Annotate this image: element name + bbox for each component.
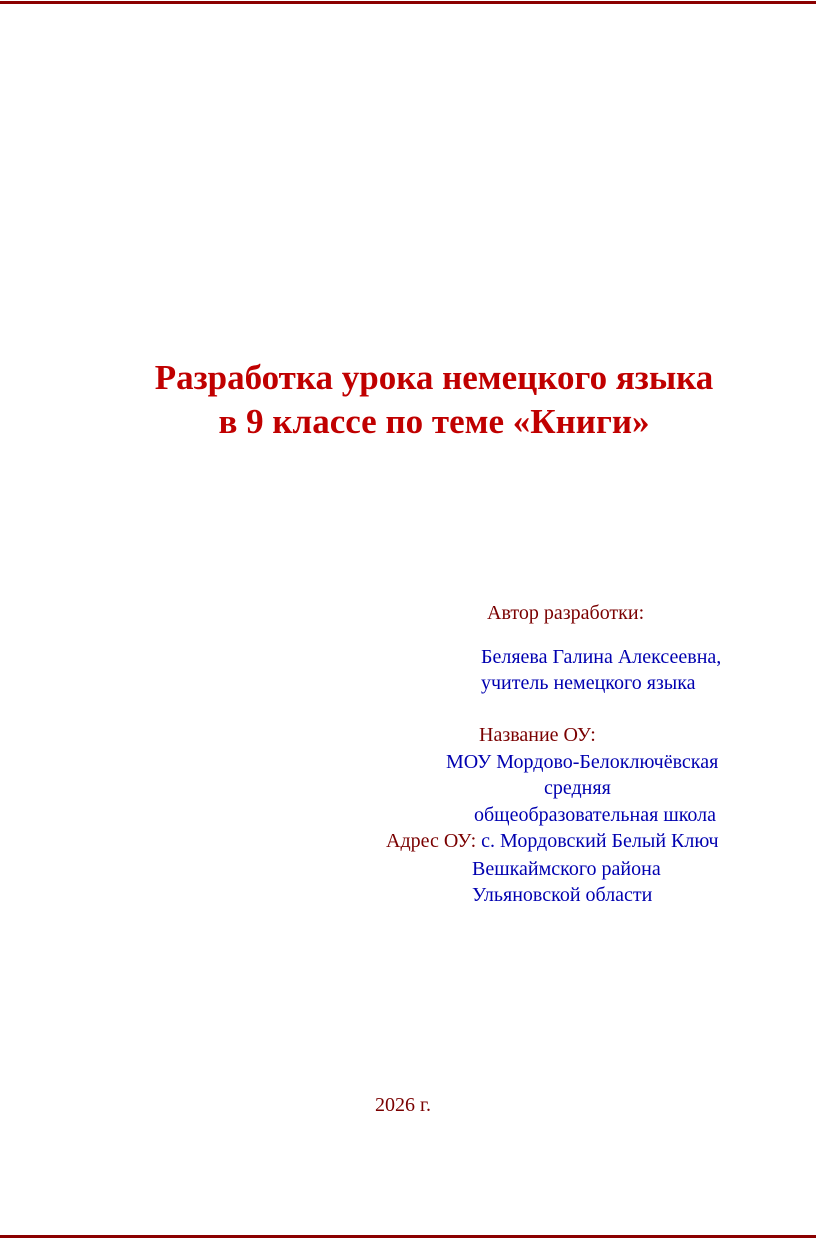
document-title-line-1: Разработка урока немецкого языка: [154, 358, 714, 397]
school-label: Название ОУ:: [479, 724, 596, 746]
address-line-2: Вешкаймского района: [472, 858, 661, 880]
address-value-line-1: с. Мордовский Белый Ключ: [481, 830, 719, 852]
school-name-line-2: средняя: [544, 777, 611, 799]
author-name: Беляева Галина Алексеевна,: [481, 646, 722, 668]
document-year: 2026 г.: [375, 1094, 431, 1116]
bottom-border-line: [0, 1235, 816, 1238]
author-position: учитель немецкого языка: [481, 672, 696, 694]
address-line-3: Ульяновской области: [472, 884, 653, 906]
school-name-line-3: общеобразовательная школа: [474, 804, 717, 826]
author-label: Автор разработки:: [487, 602, 645, 624]
school-name-line-1: МОУ Мордово-Белоключёвская: [446, 751, 719, 773]
address-line-1: [386, 828, 719, 854]
document-title-line-2: в 9 классе по теме «Книги»: [218, 402, 650, 441]
address-label: Адрес ОУ:: [386, 830, 477, 852]
top-border-line: [0, 1, 816, 4]
